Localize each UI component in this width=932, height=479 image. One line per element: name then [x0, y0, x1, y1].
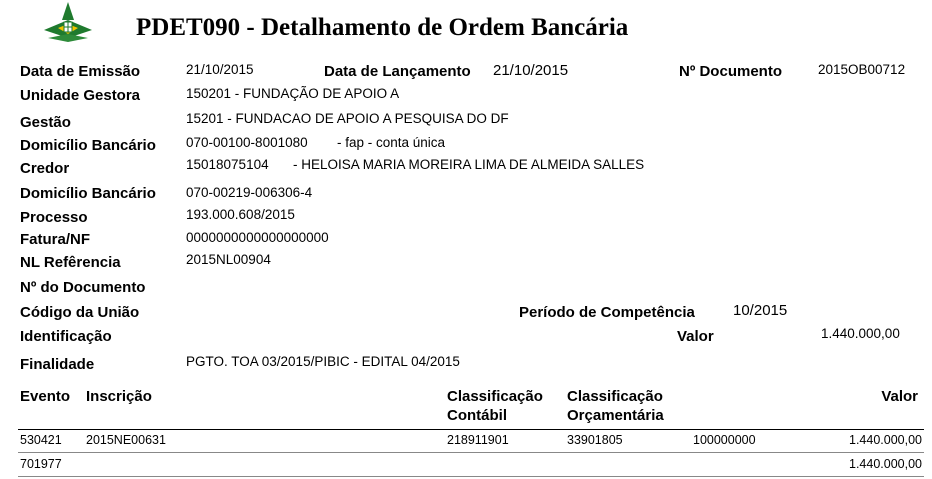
table-header-divider	[18, 429, 924, 430]
row-contabil: 218911901	[447, 433, 509, 447]
numero-do-documento-label: Nº do Documento	[20, 279, 146, 296]
domicilio-bancario-extra: - fap - conta única	[337, 135, 446, 150]
row-valor: 1.440.000,00	[849, 457, 922, 471]
gestao-label: Gestão	[20, 114, 71, 131]
row-divider	[18, 476, 924, 477]
identificacao-label: Identificação	[20, 328, 112, 345]
data-lancamento-value: 21/10/2015	[493, 62, 569, 79]
numero-documento-value: 2015OB00712	[818, 62, 906, 77]
col-class-orc-header-1: Classificação	[567, 388, 663, 405]
row-inscricao: 2015NE00631	[86, 433, 166, 447]
row-fonte: 100000000	[693, 433, 756, 447]
valor-value: 1.440.000,00	[821, 326, 900, 341]
row-evento: 701977	[20, 457, 62, 471]
valor-label: Valor	[677, 328, 714, 345]
credor-extra: - HELOISA MARIA MOREIRA LIMA DE ALMEIDA SALLES	[293, 157, 645, 172]
col-class-contabil-header-2: Contábil	[447, 407, 507, 424]
codigo-uniao-label: Código da União	[20, 304, 140, 321]
periodo-competencia-label: Período de Competência	[519, 304, 695, 321]
gestao-value: 15201 - FUNDACAO DE APOIO A PESQUISA DO DF	[186, 111, 509, 126]
brasao-logo-icon	[38, 0, 98, 44]
col-class-orc-header-2: Orçamentária	[567, 407, 664, 424]
col-valor-header: Valor	[881, 388, 918, 405]
numero-documento-label: Nº Documento	[679, 63, 782, 80]
unidade-gestora-value: 150201 - FUNDAÇÃO DE APOIO A	[186, 86, 400, 101]
finalidade-label: Finalidade	[20, 356, 95, 373]
data-emissao-label: Data de Emissão	[20, 63, 141, 80]
unidade-gestora-label: Unidade Gestora	[20, 87, 141, 104]
finalidade-value: PGTO. TOA 03/2015/PIBIC - EDITAL 04/2015	[186, 354, 460, 369]
domicilio-bancario-value: 070-00100-8001080	[186, 135, 308, 150]
fatura-nf-label: Fatura/NF	[20, 231, 91, 248]
nl-referencia-label: NL Refêrencia	[20, 254, 121, 271]
page-title: PDET090 - Detalhamento de Ordem Bancária	[136, 14, 629, 41]
domicilio-bancario-2-value: 070-00219-006306-4	[186, 185, 313, 200]
domicilio-bancario-label: Domicílio Bancário	[20, 137, 156, 154]
nl-referencia-value: 2015NL00904	[186, 252, 271, 267]
credor-value: 15018075104	[186, 157, 269, 172]
data-emissao-value: 21/10/2015	[186, 62, 254, 77]
col-inscricao-header: Inscrição	[86, 388, 152, 405]
col-evento-header: Evento	[20, 388, 71, 405]
processo-value: 193.000.608/2015	[186, 207, 295, 222]
row-evento: 530421	[20, 433, 62, 447]
credor-label: Credor	[20, 160, 70, 177]
fatura-nf-value: 0000000000000000000	[186, 230, 329, 245]
data-lancamento-label: Data de Lançamento	[324, 63, 471, 80]
col-class-contabil-header-1: Classificação	[447, 388, 543, 405]
domicilio-bancario-2-label: Domicílio Bancário	[20, 185, 156, 202]
row-orcamentaria: 33901805	[567, 433, 623, 447]
row-divider	[18, 452, 924, 453]
row-valor: 1.440.000,00	[849, 433, 922, 447]
periodo-competencia-value: 10/2015	[733, 302, 788, 319]
processo-label: Processo	[20, 209, 88, 226]
